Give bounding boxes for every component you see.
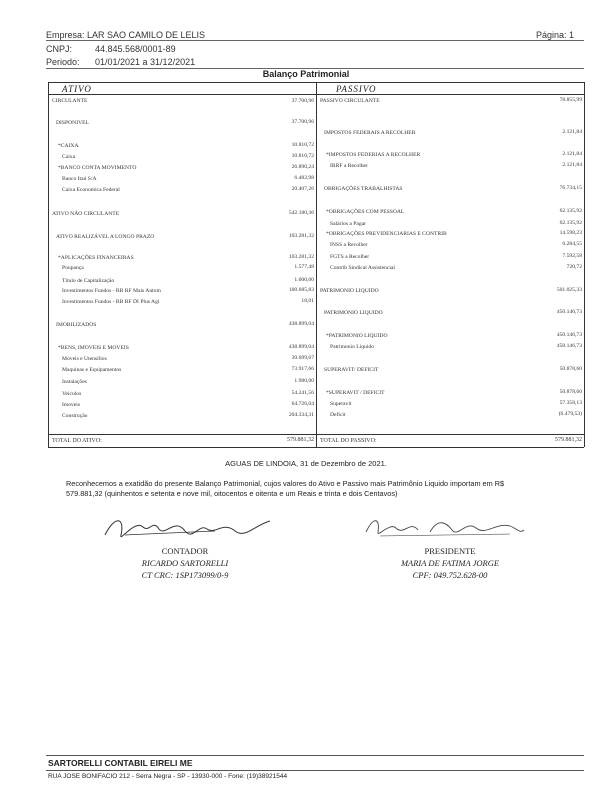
ativo-row-value: 10.810,72 [291, 153, 314, 159]
ativo-row-value: 6.482,98 [294, 175, 314, 181]
passivo-row-label: *IMPOSTOS FEDERIAS A RECOLHER [326, 152, 421, 158]
ativo-row-label: DISPONIVEL [56, 120, 89, 126]
passivo-row-label: Salários a Pagar [330, 221, 367, 227]
table-left-border [48, 82, 49, 447]
contador-registration: CT CRC: 1SP173099/0-9 [141, 570, 229, 580]
ativo-row-label: ATIVO NÃO CIRCULANTE [52, 211, 120, 217]
page-title: Balanço Patrimonial [262, 69, 350, 79]
ativo-row-label: Veiculos [62, 391, 82, 397]
ativo-row-label: *APLICAÇÕES FINANCEIRAS [58, 255, 134, 261]
passivo-row-label: Superavit [330, 401, 352, 407]
passivo-row-label: FGTS a Recolher [330, 254, 370, 260]
passivo-row-value: 78.855,99 [559, 97, 582, 103]
passivo-row-value: 450.146,73 [556, 309, 582, 315]
table-divider [316, 82, 317, 447]
passivo-row-label: IMPOSTOS FEDERAIS A RECOLHER [324, 130, 416, 136]
ativo-row-label: CIRCULANTE [52, 98, 88, 104]
passivo-row-value: (6.479,53) [558, 411, 582, 417]
ativo-row-value: 103.281,32 [288, 254, 314, 260]
footer-company: SARTORELLI CONTABIL EIRELI ME [48, 758, 193, 768]
passivo-row-value: 7.592,58 [562, 253, 582, 259]
ativo-row-value: 204.334,31 [288, 412, 314, 418]
statement-text-line-2: 579.881,32 (quinhentos e setenta e nove mil, oitocentos e oitenta e um Reais e trinta e dois Centavos) [66, 489, 398, 498]
ativo-row-value: 10.810,72 [291, 142, 314, 148]
ativo-row-label: *BENS, IMOVEIS E MOVEIS [58, 345, 129, 351]
passivo-row-label: *OBRIGAÇÕES PREVIDENCIARIAS E CONTRIB [326, 231, 447, 237]
ativo-row-value: 18,01 [301, 298, 314, 304]
presidente-title: PRESIDENTE [424, 546, 476, 556]
ativo-row-label: Poupança [62, 265, 84, 271]
passivo-row-value: 450.146,73 [556, 332, 582, 338]
ativo-row-value: 20.407,26 [291, 186, 314, 192]
ativo-row-value: 1.980,00 [294, 378, 314, 384]
presidente-name: MARIA DE FATIMA JORGE [400, 558, 500, 568]
ativo-row-label: Investimentos Fundos - BB RF Mais Autom [62, 288, 161, 294]
footer-address: RUA JOSE BONIFACIO 212 - Serra Negra - SP - 13930-000 - Fone: (19)38921544 [48, 773, 288, 780]
period-label: Periodo: [46, 57, 80, 67]
ativo-row-label: Caixa [62, 154, 76, 160]
passivo-row-label: Contrib Sindical Assistencial [330, 265, 395, 271]
passivo-row-value: 501.025,33 [556, 287, 582, 293]
ativo-row-value: 103.281,32 [288, 233, 314, 239]
passivo-total-label: TOTAL DO PASSIVO: [320, 438, 377, 444]
ativo-row-value: 37.700,96 [291, 98, 314, 104]
passivo-row-label: *SUPERAVIT / DEFICIT [326, 390, 385, 396]
ativo-row-value: 438.899,04 [288, 321, 314, 327]
passivo-row-label: IRRF a Recolher [330, 163, 368, 169]
passivo-row-value: 50.878,60 [559, 366, 582, 372]
passivo-row-label: *OBRIGAÇÕES COM PESSOAL [326, 209, 405, 215]
ativo-row-value: 73.917,66 [291, 366, 314, 372]
header-rule [46, 40, 584, 41]
ativo-row-label: *CAIXA [58, 143, 79, 149]
passivo-total-value: 579.881,32 [555, 437, 582, 443]
ativo-row-label: Moveis e Utensílios [62, 356, 107, 362]
passivo-row-label: PATRIMONIO LIQUIDO [320, 288, 379, 294]
ativo-total-label: TOTAL DO ATIVO: [52, 438, 102, 444]
ativo-row-value: 100.685,83 [288, 287, 314, 293]
passivo-heading: PASSIVO [336, 84, 377, 94]
ativo-row-label: IMOBILIZADOS [56, 322, 97, 328]
ativo-row-value: 26.890,24 [291, 164, 314, 170]
passivo-row-label: INSS a Recolher [330, 242, 368, 248]
ativo-row-value: 64.726,04 [291, 401, 314, 407]
passivo-row-value: 62.135,92 [559, 208, 582, 214]
ativo-heading: ATIVO [62, 84, 92, 94]
statement-text-line-1: Reconhecemos a exatidão do presente Balanço Patrimonial, cujos valores do Ativo e Passivo mais Patrimônio Liquido importam em R$ [66, 479, 505, 488]
cnpj-value: 44.845.568/0001-89 [95, 44, 176, 54]
cnpj-label: CNPJ: [46, 44, 73, 54]
ativo-row-value: 54.241,56 [291, 390, 314, 396]
table-bottom-border [48, 447, 584, 448]
passivo-row-value: 50.878,60 [559, 389, 582, 395]
passivo-row-value: 2.121,84 [562, 151, 582, 157]
ativo-row-value: 438.899,04 [288, 344, 314, 350]
ativo-row-label: *BANCO CONTA MOVIMENTO [58, 165, 137, 171]
passivo-row-value: 6.284,55 [562, 241, 582, 247]
passivo-row-label: Patrimonio Liquido [330, 344, 374, 350]
ativo-row-label: Instalações [62, 379, 87, 385]
contador-name: RICARDO SARTORELLI [141, 558, 229, 568]
ativo-row-value: 542.180,36 [288, 210, 314, 216]
ativo-row-value: 1.000,00 [294, 277, 314, 283]
passivo-row-value: 2.121,84 [562, 129, 582, 135]
passivo-row-label: Deficit [330, 412, 346, 418]
passivo-row-value: 14.598,23 [559, 230, 582, 236]
ativo-row-label: Banco Itaú S/A [62, 176, 97, 182]
passivo-row-label: PASSIVO CIRCULANTE [320, 98, 380, 104]
page-number: Página: 1 [536, 30, 575, 40]
passivo-row-label: *PATRIMONIO LIQUIDO [326, 333, 388, 339]
presidente-cpf: CPF: 049.752.628-00 [412, 570, 488, 580]
ativo-row-value: 39.699,67 [291, 355, 314, 361]
passivo-row-label: SUPERAVIT/ DEFICIT [324, 367, 379, 373]
ativo-row-label: Investimentos Fundos - BB RF DI Plus Agi [62, 299, 160, 305]
ativo-row-value: 1.577,48 [294, 264, 314, 270]
passivo-row-value: 76.734,15 [559, 185, 582, 191]
footer-rule [46, 770, 584, 771]
period-value: 01/01/2021 a 31/12/2021 [95, 57, 196, 67]
passivo-row-value: 62.135,92 [559, 220, 582, 226]
presidente-signature [360, 508, 530, 542]
passivo-row-label: OBRIGAÇÕES TRABALHISTAS [324, 186, 403, 192]
table-right-border [584, 82, 585, 447]
passivo-row-value: 57.358,13 [559, 400, 582, 406]
passivo-row-value: 720,72 [566, 264, 582, 270]
contador-signature [95, 505, 285, 545]
ativo-total-value: 579.881,32 [287, 437, 314, 443]
ativo-row-label: Título de Capitalização [62, 278, 115, 284]
date-line: AGUAS DE LINDOIA, 31 de Dezembro de 2021. [225, 459, 387, 468]
ativo-row-label: Construção [62, 413, 88, 419]
ativo-row-value: 37.700,96 [291, 119, 314, 125]
ativo-row-label: Imoveis [62, 402, 81, 408]
company-name: Empresa: LAR SAO CAMILO DE LELIS [46, 30, 206, 40]
footer-rule [46, 755, 584, 756]
contador-title: CONTADOR [161, 546, 209, 556]
passivo-row-value: 2.121,84 [562, 162, 582, 168]
ativo-row-label: Maquinas e Equipamentos [62, 367, 122, 373]
passivo-row-label: PATRIMONIO LIQUIDO [324, 310, 383, 316]
ativo-row-label: ATIVO REALIZÁVEL A LONGO PRAZO [56, 234, 155, 240]
ativo-row-label: Caixa Economica Federal [62, 187, 120, 193]
passivo-row-value: 450.146,73 [556, 343, 582, 349]
